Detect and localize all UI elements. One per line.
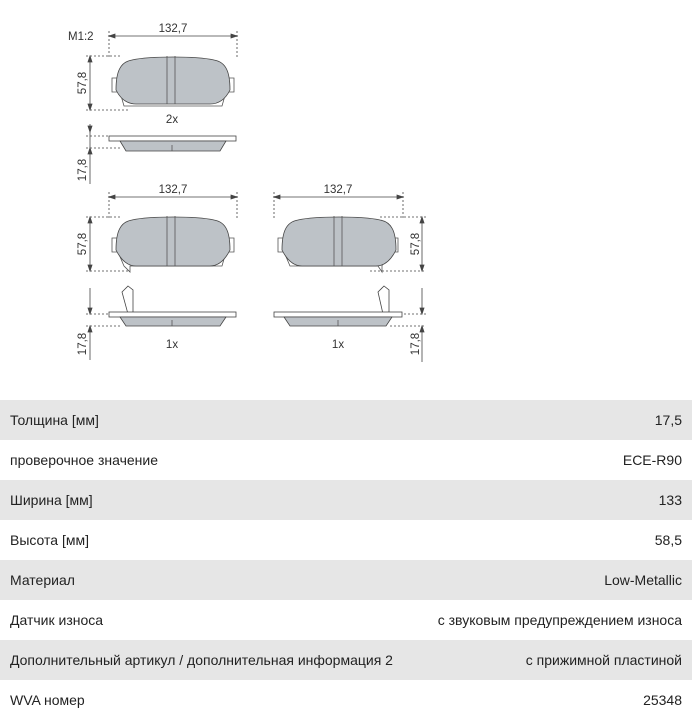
pad-bottom-left-side-view xyxy=(86,286,236,360)
thickness-dimension-left: 17,8 xyxy=(77,332,89,356)
width-dimension-top: 132,7 xyxy=(158,23,188,35)
spec-label: Материал xyxy=(10,572,75,588)
pad-top-front-view xyxy=(86,31,237,110)
spec-label: Датчик износа xyxy=(10,612,104,628)
spec-value: 17,5 xyxy=(654,412,682,428)
spec-value: ECE-R90 xyxy=(622,452,682,468)
quantity-top: 2x xyxy=(165,114,179,126)
spec-label: Толщина [мм] xyxy=(10,412,99,428)
spec-row-additional-info xyxy=(0,640,692,680)
height-dimension-right: 57,8 xyxy=(410,232,422,256)
scale-label: M1:2 xyxy=(68,31,94,43)
spec-value: 133 xyxy=(658,492,682,508)
width-dimension-left: 132,7 xyxy=(158,184,188,196)
spec-label: проверочное значение xyxy=(10,452,159,468)
spec-row-height xyxy=(0,520,692,560)
pad-bottom-right-side-view xyxy=(274,286,426,362)
thickness-dimension-right: 17,8 xyxy=(410,332,422,356)
pad-bottom-left-front-view xyxy=(86,192,237,272)
spec-row-wear-sensor xyxy=(0,600,692,640)
spec-label: Ширина [мм] xyxy=(10,492,93,508)
thickness-dimension-top: 17,8 xyxy=(77,158,89,182)
spec-row-width xyxy=(0,480,692,520)
spec-label: Высота [мм] xyxy=(10,532,89,548)
width-dimension-right: 132,7 xyxy=(323,184,353,196)
quantity-right: 1x xyxy=(331,339,345,351)
specifications-table xyxy=(0,400,692,720)
spec-value: с звуковым предупреждением износа xyxy=(437,612,682,628)
spec-value: 25348 xyxy=(643,692,682,708)
spec-row-wva-number xyxy=(0,680,692,720)
spec-row-material xyxy=(0,560,692,600)
spec-value: 58,5 xyxy=(654,532,682,548)
spec-label: Дополнительный артикул / дополнительная информация 2 xyxy=(10,652,393,668)
spec-row-test-value xyxy=(0,440,692,480)
pad-top-side-view xyxy=(86,124,236,184)
quantity-left: 1x xyxy=(165,339,179,351)
spec-label: WVA номер xyxy=(10,692,85,708)
spec-value: с прижимной пластиной xyxy=(525,652,682,668)
spec-value: Low-Metallic xyxy=(604,572,682,588)
height-dimension-top: 57,8 xyxy=(77,71,89,95)
height-dimension-left: 57,8 xyxy=(77,232,89,256)
pad-bottom-right-front-view xyxy=(274,192,426,272)
spec-row-thickness xyxy=(0,400,692,440)
